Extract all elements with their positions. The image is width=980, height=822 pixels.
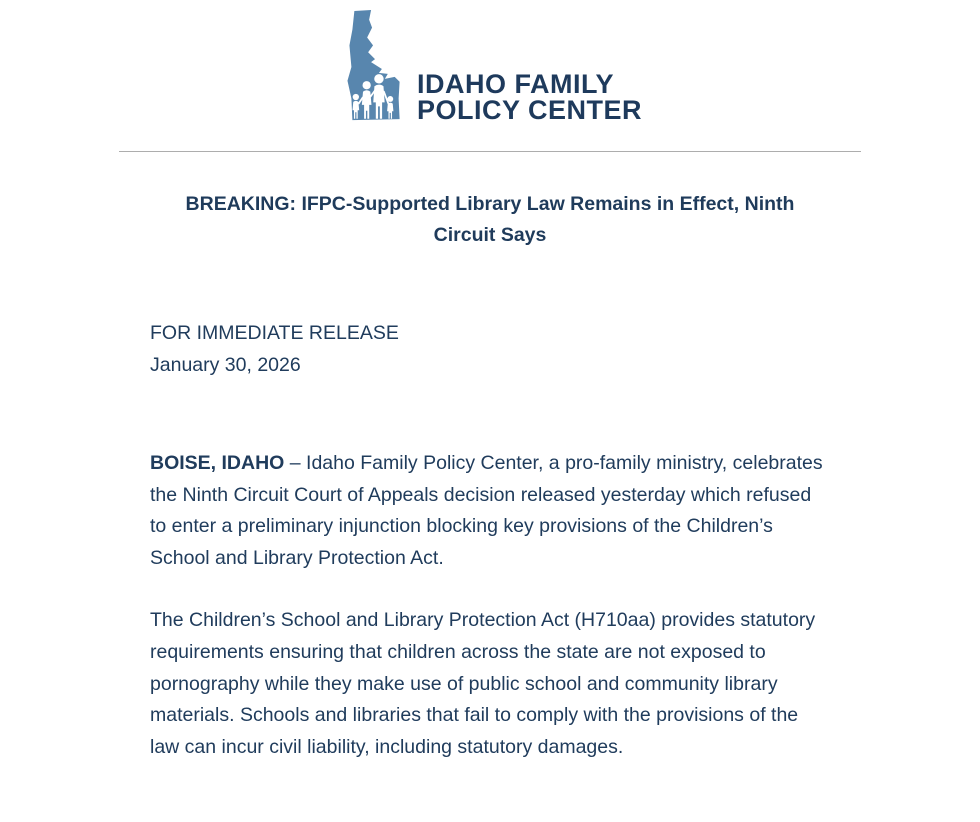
paragraph-text: The Children’s School and Library Protection Act (H710aa) provides statutory requirements ensuring that children across the state are not exposed to pornography while they make use of public school and community library materials. Schools and libraries that fail to comply with the provisions of the law can incur civil liability, including statutory damages. (150, 609, 816, 758)
body-paragraph-1 (150, 448, 830, 574)
ifpc-logo (338, 8, 642, 128)
body-paragraph-2 (150, 605, 830, 763)
idaho-state-family-silhouette-icon (338, 8, 414, 128)
press-release-page (119, 0, 861, 763)
logo-wordmark (417, 71, 642, 128)
dateline: BOISE, IDAHO (150, 452, 285, 474)
press-release-content (119, 189, 861, 763)
logo-wordmark-line1: IDAHO FAMILY (416, 69, 615, 99)
masthead (119, 0, 861, 128)
headline: BREAKING: IFPC-Supported Library Law Remains in Effect, Ninth Circuit Says (185, 193, 795, 246)
logo-wordmark-line2: POLICY CENTER (416, 95, 643, 125)
release-block (150, 317, 830, 381)
paragraph-text: – Idaho Family Policy Center, a pro-family ministry, celebrates the Ninth Circuit Court of Appeals decision released yesterday which refused to enter a preliminary injunction blocking key provisions of the Children’s School and Library Protection Act. (150, 452, 823, 569)
header-divider (119, 151, 861, 152)
release-label: FOR IMMEDIATE RELEASE (150, 322, 399, 344)
release-date: January 30, 2026 (150, 354, 301, 376)
